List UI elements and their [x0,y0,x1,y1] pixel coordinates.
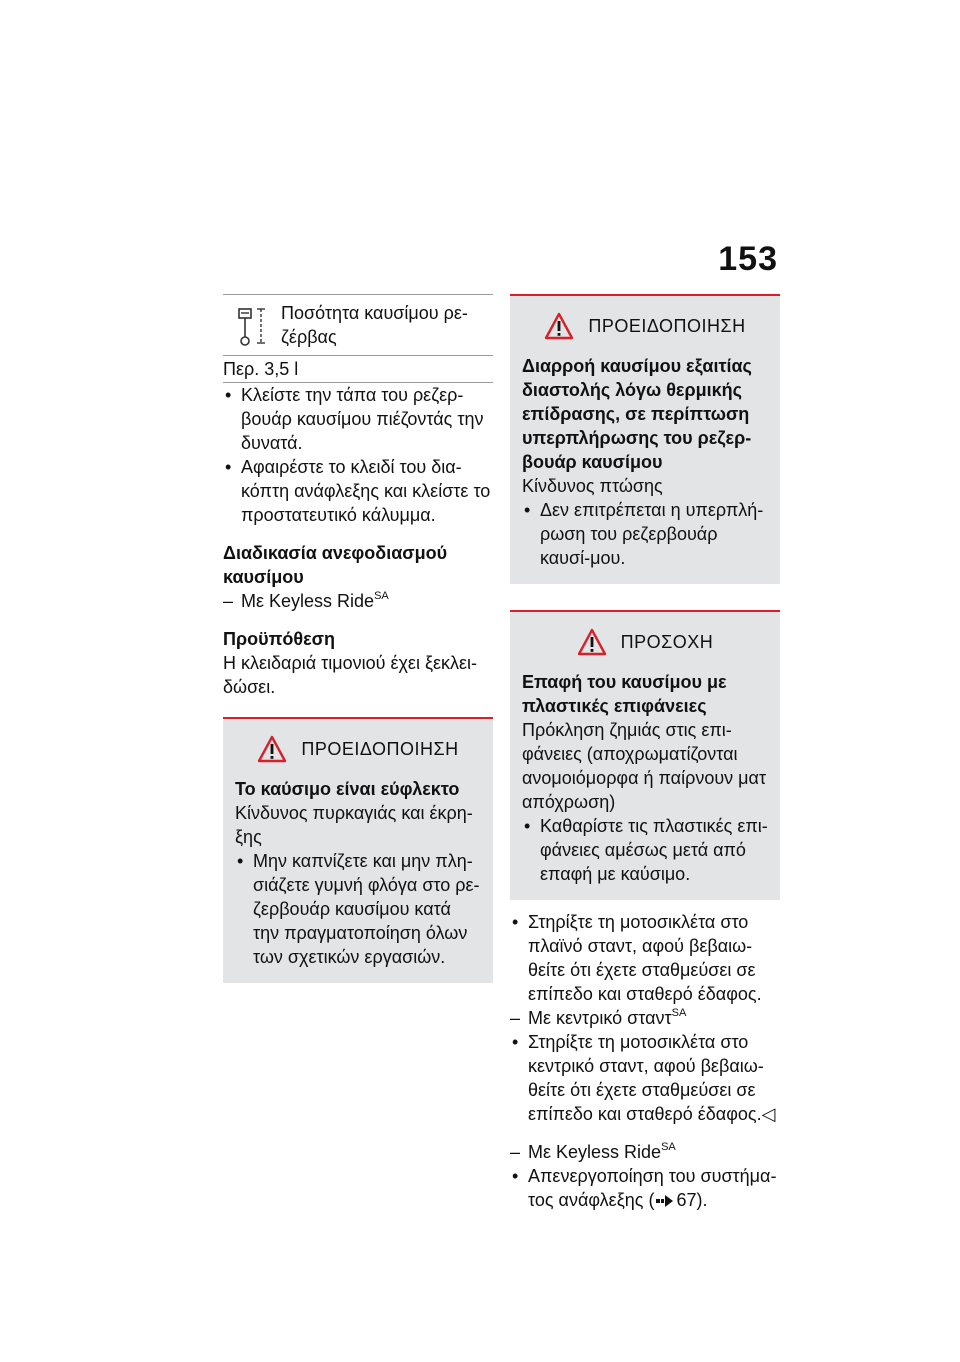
warning-triangle-icon [257,735,287,763]
warning-subtext: Κίνδυνος πυρκαγιάς και έκρη-ξης [235,803,473,847]
warning-subtext: Κίνδυνος πτώσης [522,476,663,496]
keyless-variant: – Με Keyless Ride$^{SA}$ [510,1141,676,1162]
list-item: • Αφαιρέστε το κλειδί του δια-κόπτη ανάφλεξης και κλείστε το προστατευτικό κάλυμμα. [225,457,491,525]
warning-list-item: • Δεν επιτρέπεται η υπερπλή-ρωση του ρεζερβουάρ καυσί-μου. [524,500,764,568]
caution-label: ΠΡΟΣΟΧΗ [620,631,714,652]
warning-heading: Διαρροή καυσίμου εξαιτίας διαστολής λόγω θερμικής επίδρασης, σε περίπτωση υπερπλήρωσης του ρεζερ-βουάρ καυσίμου [522,356,752,472]
right-column [510,294,780,1212]
left-column [223,294,493,983]
keyless-variant: – Με Keyless Ride$^{SA}$ [223,590,389,611]
page-number: 153 [718,240,778,278]
end-of-section-mark: ◁ [761,1104,776,1124]
caution-subtext: Πρόκληση ζημιάς στις επι-φάνειες (αποχρωματίζονται ανομοιόμορφα ή παίρνουν ματ απόχρωση) [522,720,767,812]
spec-table [223,294,493,383]
spec-header [223,295,493,356]
list-item: • Κλείστε την τάπα του ρεζερ-βουάρ καυσίμου πιέζοντάς την δυνατά. [225,385,484,453]
warning-label: ΠΡΟΕΙΔΟΠΟΙΗΣΗ [588,315,746,336]
prerequisite-heading: Προϋπόθεση [223,629,335,649]
section-heading: Διαδικασία ανεφοδιασμού καυσίμου [223,543,448,587]
page-reference-arrow-icon [656,1195,674,1207]
caution-list-item: • Καθαρίστε τις πλαστικές επι-φάνειες αμέσως μετά από επαφή με καύσιμο. [524,816,768,884]
warning-box [510,294,780,584]
center-stand-variant: – Με κεντρικό σταντ$^{SA}$ [510,1007,687,1028]
caution-heading: Επαφή του καυσίμου με πλαστικές επιφάνειες [522,672,727,716]
warning-box [223,717,493,983]
warning-label: ΠΡΟΕΙΔΟΠΟΙΗΣΗ [301,738,459,759]
list-item: • Στηρίξτε τη μοτοσικλέτα στο κεντρικό σταντ, αφού βεβαιω-θείτε ότι έχετε σταθμεύσει σε επίπεδο και σταθερό έδαφος.◁ [512,1032,776,1124]
warning-heading: Το καύσιμο είναι εύφλεκτο [235,779,460,799]
warning-triangle-icon [544,312,574,340]
page-reference[interactable]: 67). [676,1190,708,1210]
fuel-reserve-icon [235,303,275,349]
list-item: • Στηρίξτε τη μοτοσικλέτα στο πλαϊνό σταντ, αφού βεβαιω-θείτε ότι έχετε σταθμεύσει σε επίπεδο και σταθερό έδαφος. [512,912,762,1004]
prerequisite-text: Η κλειδαριά τιμονιού έχει ξεκλει-δώσει. [223,653,478,697]
spec-value: Περ. 3,5 l [223,359,299,379]
caution-triangle-icon [577,628,607,656]
spec-title: Ποσότητα καυσίμου ρε-ζέρβας [281,303,468,347]
list-item: • Απενεργοποίηση του συστήμα-τος ανάφλεξης ( 67). [512,1166,777,1210]
warning-list-item: • Μην καπνίζετε και μην πλη-σιάζετε γυμνή φλόγα στο ρε-ζερβουάρ καυσίμου κατά την πραγματοποίηση όλων των σχετικών εργασιών. [237,851,480,967]
caution-box [510,610,780,900]
